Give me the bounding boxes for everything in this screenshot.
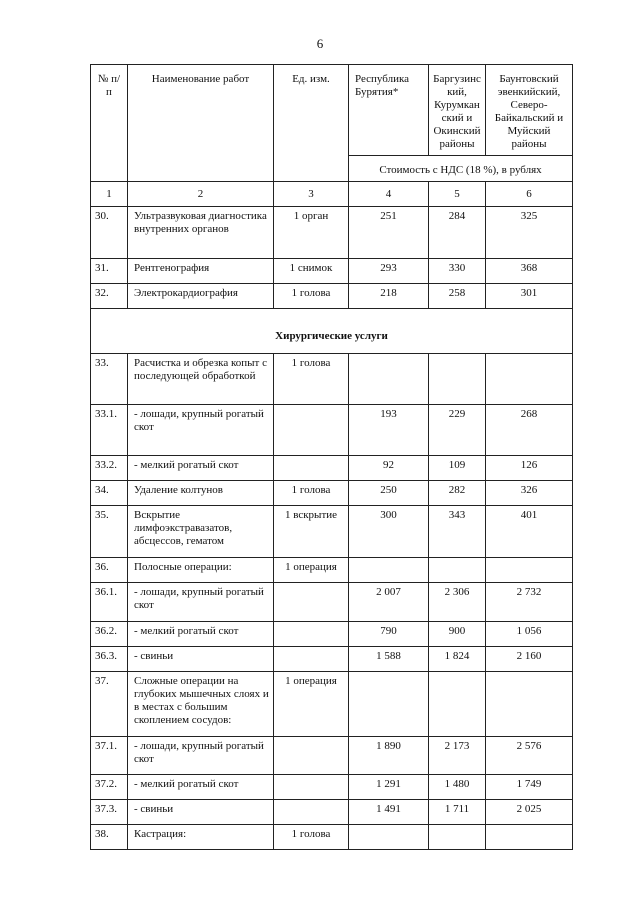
price-barguzin: 343: [429, 506, 486, 558]
table-row: [91, 284, 573, 309]
work-name: - лошади, крупный рогатый скот: [128, 583, 274, 622]
header-barguzin-line: кий,: [447, 86, 467, 98]
header-row: [91, 65, 573, 156]
work-name: - мелкий рогатый скот: [128, 456, 274, 481]
work-name: - свиньи: [128, 647, 274, 672]
table-body-a: [91, 207, 573, 309]
header-bauntov: [486, 65, 573, 156]
table-row: [91, 506, 573, 558]
row-number: 32.: [91, 284, 128, 309]
work-name: - лошади, крупный рогатый скот: [128, 737, 274, 775]
section-title: Хирургические услуги: [91, 309, 573, 354]
cost-note: Стоимость с НДС (18 %), в рублях: [349, 156, 573, 182]
unit: 1 голова: [274, 481, 349, 506]
price-barguzin: 1 480: [429, 775, 486, 800]
table-row: [91, 622, 573, 647]
table-row: [91, 259, 573, 284]
work-name: Вскрытие лимфоэкстравазатов, абсцессов, гематом: [128, 506, 274, 558]
price-bauntov: 2 576: [486, 737, 573, 775]
row-number: 33.: [91, 354, 128, 405]
row-number: 36.3.: [91, 647, 128, 672]
price-buryatia: 1 588: [349, 647, 429, 672]
page-number: 6: [316, 36, 324, 51]
work-name: - мелкий рогатый скот: [128, 622, 274, 647]
work-name: Электрокардиография: [128, 284, 274, 309]
price-buryatia: 218: [349, 284, 429, 309]
price-bauntov: [486, 354, 573, 405]
unit: 1 орган: [274, 207, 349, 259]
price-bauntov: 2 025: [486, 800, 573, 825]
price-barguzin: 2 173: [429, 737, 486, 775]
header-bauntov-line: Байкальский и: [494, 112, 564, 124]
header-unit: Ед. изм.: [274, 65, 349, 182]
header-barguzin-line: Окинский: [433, 125, 481, 137]
table-row: [91, 775, 573, 800]
col-number: 4: [349, 182, 429, 207]
work-name: Удаление колтунов: [128, 481, 274, 506]
price-bauntov: [486, 672, 573, 737]
price-bauntov: 368: [486, 259, 573, 284]
col-number: 3: [274, 182, 349, 207]
row-number: 34.: [91, 481, 128, 506]
price-buryatia: 300: [349, 506, 429, 558]
unit: [274, 405, 349, 456]
work-name: Ультразвуковая диагностика внутренних органов: [128, 207, 274, 259]
work-name: Кастрация:: [128, 825, 274, 850]
price-buryatia: [349, 354, 429, 405]
price-bauntov: 126: [486, 456, 573, 481]
price-barguzin: 1 824: [429, 647, 486, 672]
unit: [274, 737, 349, 775]
header-bauntov-line: Баунтовский: [499, 73, 559, 85]
table-row: [91, 481, 573, 506]
header-bauntov-line: эвенкийский,: [497, 86, 561, 98]
price-bauntov: 2 732: [486, 583, 573, 622]
price-buryatia: 1 890: [349, 737, 429, 775]
section-row: [91, 309, 573, 354]
table-row: [91, 405, 573, 456]
unit: 1 голова: [274, 354, 349, 405]
unit: [274, 456, 349, 481]
price-table: [90, 64, 573, 850]
unit: [274, 647, 349, 672]
price-buryatia: 1 291: [349, 775, 429, 800]
row-number: 36.: [91, 558, 128, 583]
price-barguzin: 109: [429, 456, 486, 481]
price-barguzin: 229: [429, 405, 486, 456]
price-buryatia: 92: [349, 456, 429, 481]
header-barguzin-line: Курумкан: [434, 99, 480, 111]
price-bauntov: 326: [486, 481, 573, 506]
unit: [274, 583, 349, 622]
row-number: 36.2.: [91, 622, 128, 647]
price-buryatia: 1 491: [349, 800, 429, 825]
price-buryatia: [349, 672, 429, 737]
header-buryatia: Республика Бурятия*: [349, 65, 429, 156]
row-number: 37.: [91, 672, 128, 737]
price-barguzin: [429, 825, 486, 850]
header-barguzin-line: Баргузинс: [433, 73, 481, 85]
price-bauntov: 1 056: [486, 622, 573, 647]
price-buryatia: 193: [349, 405, 429, 456]
unit: [274, 800, 349, 825]
row-number: 33.1.: [91, 405, 128, 456]
column-numbers-row: [91, 182, 573, 207]
price-barguzin: 330: [429, 259, 486, 284]
price-barguzin: 258: [429, 284, 486, 309]
price-bauntov: 268: [486, 405, 573, 456]
price-bauntov: 325: [486, 207, 573, 259]
header-barguzin-line: районы: [439, 138, 475, 150]
table-row: [91, 583, 573, 622]
price-barguzin: [429, 672, 486, 737]
price-buryatia: [349, 558, 429, 583]
price-bauntov: [486, 558, 573, 583]
header-bauntov-line: Муйский: [507, 125, 551, 137]
unit: [274, 775, 349, 800]
row-number: 35.: [91, 506, 128, 558]
table-row: [91, 207, 573, 259]
price-buryatia: [349, 825, 429, 850]
price-bauntov: [486, 825, 573, 850]
header-name: Наименование работ: [128, 65, 274, 182]
row-number: 37.2.: [91, 775, 128, 800]
header-bauntov-line: Северо-: [510, 99, 548, 111]
price-barguzin: 284: [429, 207, 486, 259]
price-bauntov: 2 160: [486, 647, 573, 672]
price-bauntov: 1 749: [486, 775, 573, 800]
price-barguzin: 2 306: [429, 583, 486, 622]
row-number: 33.2.: [91, 456, 128, 481]
price-barguzin: 900: [429, 622, 486, 647]
col-number: 5: [429, 182, 486, 207]
header-bauntov-line: районы: [511, 138, 547, 150]
table-row: [91, 558, 573, 583]
price-barguzin: 1 711: [429, 800, 486, 825]
unit: 1 операция: [274, 672, 349, 737]
header-num: № п/п: [91, 65, 128, 182]
col-number: 1: [91, 182, 128, 207]
table-row: [91, 354, 573, 405]
row-number: 31.: [91, 259, 128, 284]
work-name: Сложные операции на глубоких мышечных слоях и в местах с большим скоплением сосудов:: [128, 672, 274, 737]
price-barguzin: [429, 558, 486, 583]
unit: 1 вскрытие: [274, 506, 349, 558]
row-number: 30.: [91, 207, 128, 259]
col-number: 6: [486, 182, 573, 207]
unit: 1 операция: [274, 558, 349, 583]
table-row: [91, 825, 573, 850]
table-row: [91, 672, 573, 737]
price-buryatia: 250: [349, 481, 429, 506]
price-barguzin: 282: [429, 481, 486, 506]
unit: 1 голова: [274, 825, 349, 850]
col-number: 2: [128, 182, 274, 207]
row-number: 38.: [91, 825, 128, 850]
unit: 1 снимок: [274, 259, 349, 284]
table-row: [91, 456, 573, 481]
price-barguzin: [429, 354, 486, 405]
row-number: 37.1.: [91, 737, 128, 775]
header-barguzin: [429, 65, 486, 156]
unit: 1 голова: [274, 284, 349, 309]
table-row: [91, 800, 573, 825]
price-buryatia: 251: [349, 207, 429, 259]
work-name: Расчистка и обрезка копыт с последующей обработкой: [128, 354, 274, 405]
work-name: Полосные операции:: [128, 558, 274, 583]
price-bauntov: 401: [486, 506, 573, 558]
price-buryatia: 790: [349, 622, 429, 647]
table-body-b: [91, 354, 573, 850]
table-row: [91, 737, 573, 775]
row-number: 37.3.: [91, 800, 128, 825]
price-buryatia: 293: [349, 259, 429, 284]
price-buryatia: 2 007: [349, 583, 429, 622]
header-barguzin-line: ский и: [441, 112, 473, 124]
row-number: 36.1.: [91, 583, 128, 622]
work-name: Рентгенография: [128, 259, 274, 284]
work-name: - лошади, крупный рогатый скот: [128, 405, 274, 456]
price-bauntov: 301: [486, 284, 573, 309]
unit: [274, 622, 349, 647]
work-name: - свиньи: [128, 800, 274, 825]
table-row: [91, 647, 573, 672]
work-name: - мелкий рогатый скот: [128, 775, 274, 800]
